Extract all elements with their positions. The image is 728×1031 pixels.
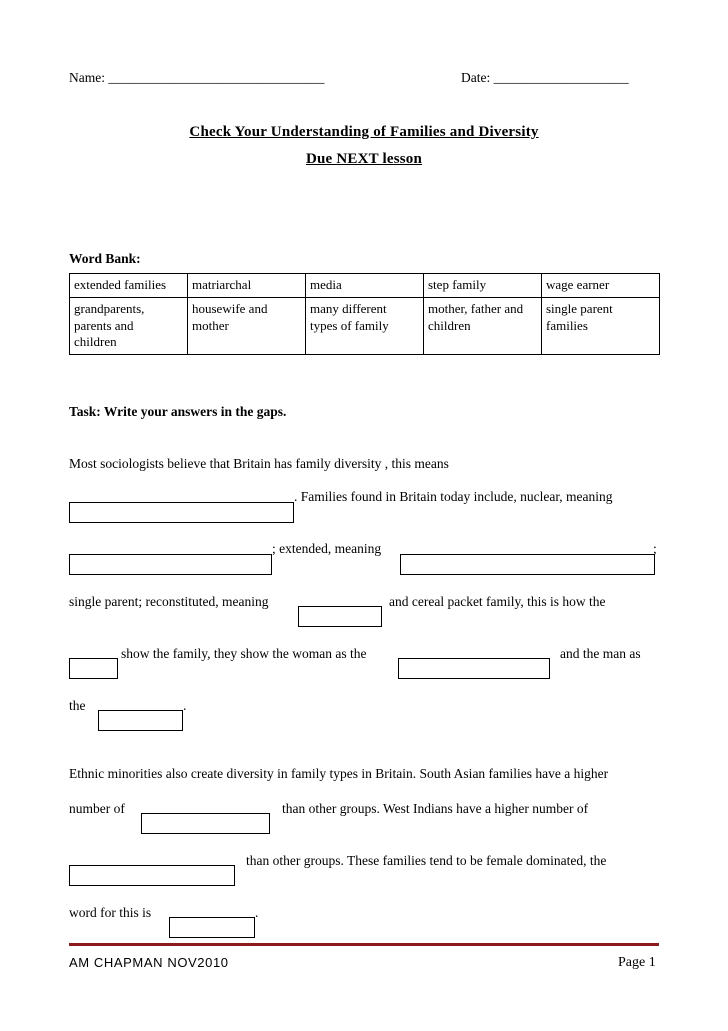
table-row	[70, 298, 660, 355]
task-instruction: Task: Write your answers in the gaps.	[69, 404, 287, 419]
text-line: ; extended, meaning	[272, 541, 382, 556]
answer-box[interactable]	[141, 813, 270, 834]
word-bank-table	[69, 273, 660, 355]
text-line: and cereal packet family, this is how the	[389, 594, 606, 609]
answer-box[interactable]	[98, 710, 183, 731]
text-line: ;	[653, 541, 657, 556]
text-line: number of	[69, 801, 125, 816]
word-bank-label: Word Bank:	[69, 251, 141, 266]
word-bank-cell: grandparents, parents and children	[70, 298, 188, 355]
answer-box[interactable]	[398, 658, 550, 679]
word-bank-cell: many different types of family	[306, 298, 424, 355]
text-line: Most sociologists believe that Britain has family diversity , this means	[69, 456, 449, 471]
table-row	[70, 274, 660, 298]
text-line: .	[255, 905, 259, 920]
word-bank-cell: matriarchal	[188, 274, 306, 298]
answer-box[interactable]	[298, 606, 382, 627]
text-line: .	[183, 698, 187, 713]
text-line: Ethnic minorities also create diversity in family types in Britain. South Asian families have a higher	[69, 766, 609, 781]
answer-box[interactable]	[69, 502, 294, 523]
word-bank-cell: housewife and mother	[188, 298, 306, 355]
text-line: and the man as	[560, 646, 641, 661]
answer-box[interactable]	[400, 554, 655, 575]
text-line: the	[69, 698, 86, 713]
name-field-label: Name: ________________________________	[69, 70, 325, 85]
answer-box[interactable]	[69, 865, 235, 886]
word-bank-cell: single parent families	[542, 298, 660, 355]
text-line: show the family, they show the woman as the	[121, 646, 367, 661]
word-bank-cell: step family	[424, 274, 542, 298]
page-number: Page 1	[618, 955, 656, 970]
text-line: than other groups. These families tend to be female dominated, the	[246, 853, 607, 868]
word-bank-cell: wage earner	[542, 274, 660, 298]
word-bank-cell: extended families	[70, 274, 188, 298]
text-line: word for this is	[69, 905, 152, 920]
word-bank-cell: mother, father and children	[424, 298, 542, 355]
text-line: than other groups. West Indians have a higher number of	[282, 801, 589, 816]
answer-box[interactable]	[69, 554, 272, 575]
word-bank-cell: media	[306, 274, 424, 298]
answer-box[interactable]	[69, 658, 118, 679]
text-line: . Families found in Britain today include, nuclear, meaning	[294, 489, 613, 504]
date-field-label: Date: ____________________	[461, 70, 629, 85]
footer-rule	[69, 943, 659, 946]
answer-box[interactable]	[169, 917, 255, 938]
page-title: Check Your Understanding of Families and Diversity	[189, 124, 539, 140]
page-subtitle: Due NEXT lesson	[305, 151, 423, 167]
text-line: single parent; reconstituted, meaning	[69, 594, 269, 609]
footer-author: AM CHAPMAN NOV2010	[69, 955, 229, 970]
